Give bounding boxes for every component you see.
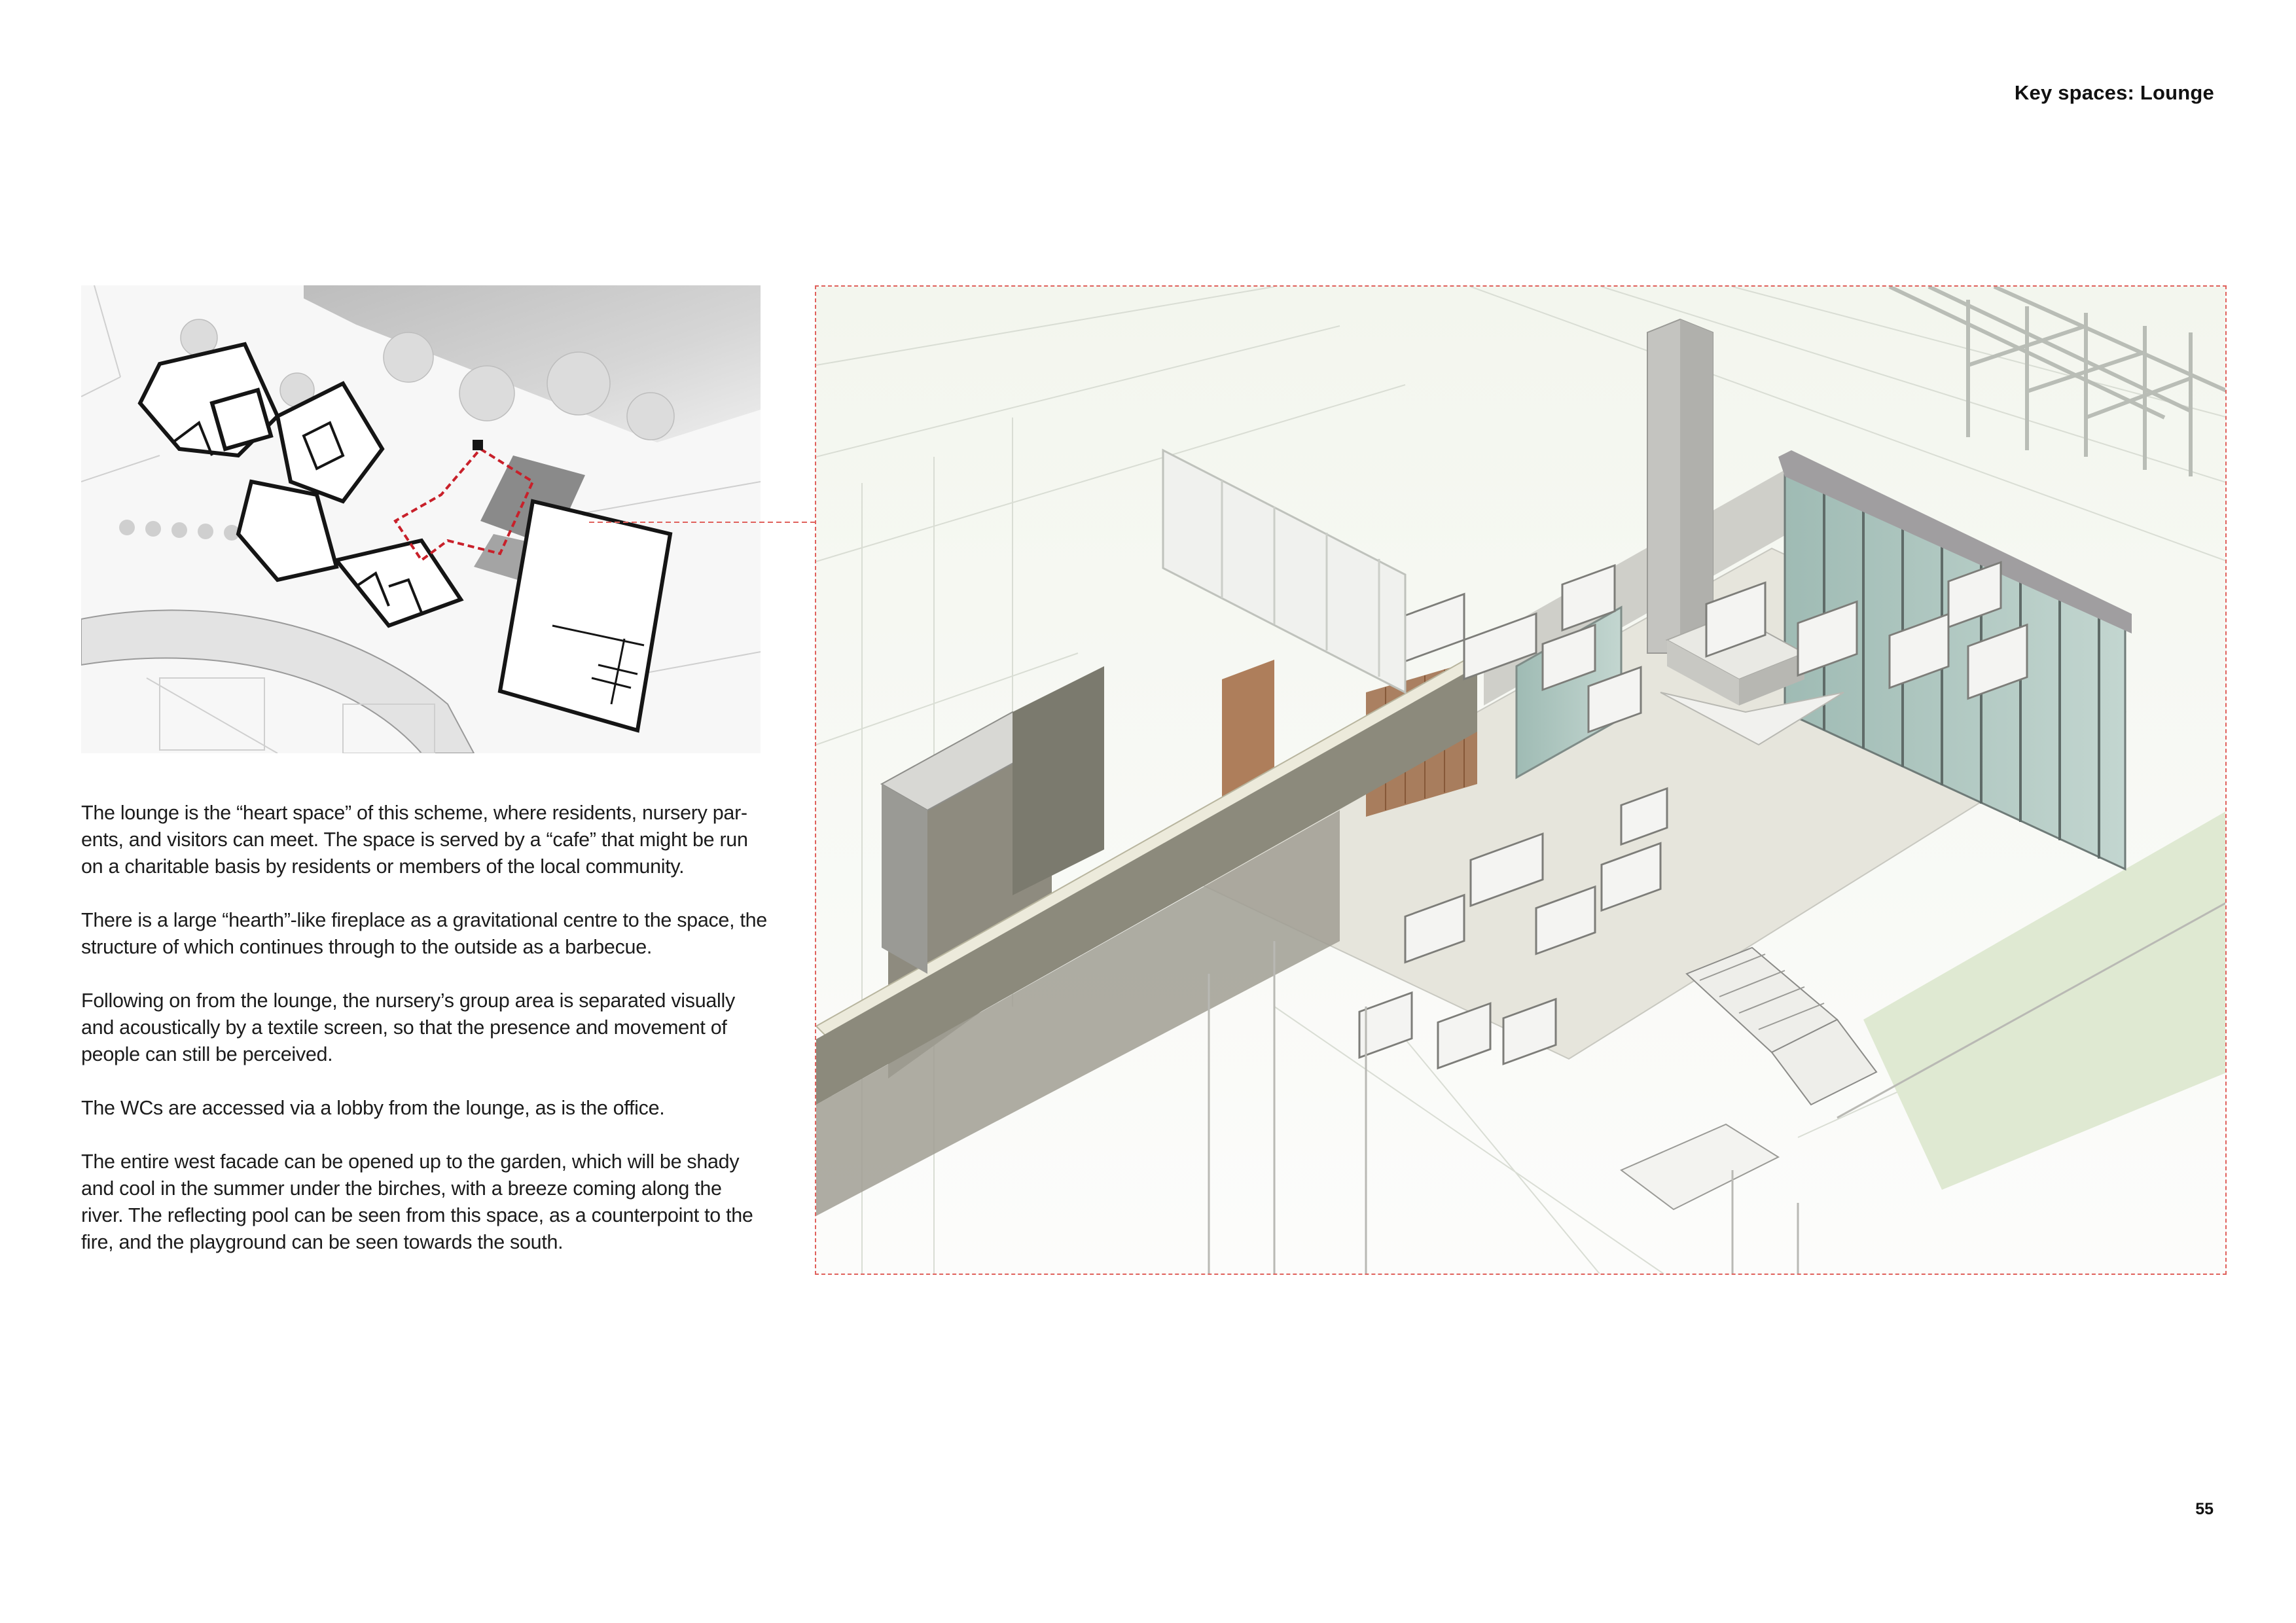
paragraph: The entire west facade can be opened up to the garden, which will be shady and cool in the summer under the birches, with a breeze coming along the river. The reflecting pool can be seen from this space, as a counterpoint to the fire, and the playground can be seen towards the south. — [81, 1150, 753, 1253]
site-plan-figure — [81, 285, 761, 753]
paragraph: There is a large “hearth”-like fireplace as a gravitational centre to the space, the structure of which continues through to the outside as a barbecue. — [81, 909, 767, 958]
page-title: Key spaces: Lounge — [2014, 81, 2214, 104]
axonometric-lounge-figure — [815, 285, 2227, 1275]
paragraph: The lounge is the “heart space” of this scheme, where residents, nursery par-ents, and visitors can meet. The space is served by a “cafe” that might be run on a charitable basis by residents or members of the local community. — [81, 802, 748, 878]
body-text — [81, 800, 768, 1283]
paragraph: The WCs are accessed via a lobby from the lounge, as is the office. — [81, 1097, 665, 1119]
paragraph: Following on from the lounge, the nursery’s group area is separated visually and acoustically by a textile screen, so that the presence and movement of people can still be perceived. — [81, 990, 735, 1065]
page-number: 55 — [2195, 1500, 2214, 1518]
